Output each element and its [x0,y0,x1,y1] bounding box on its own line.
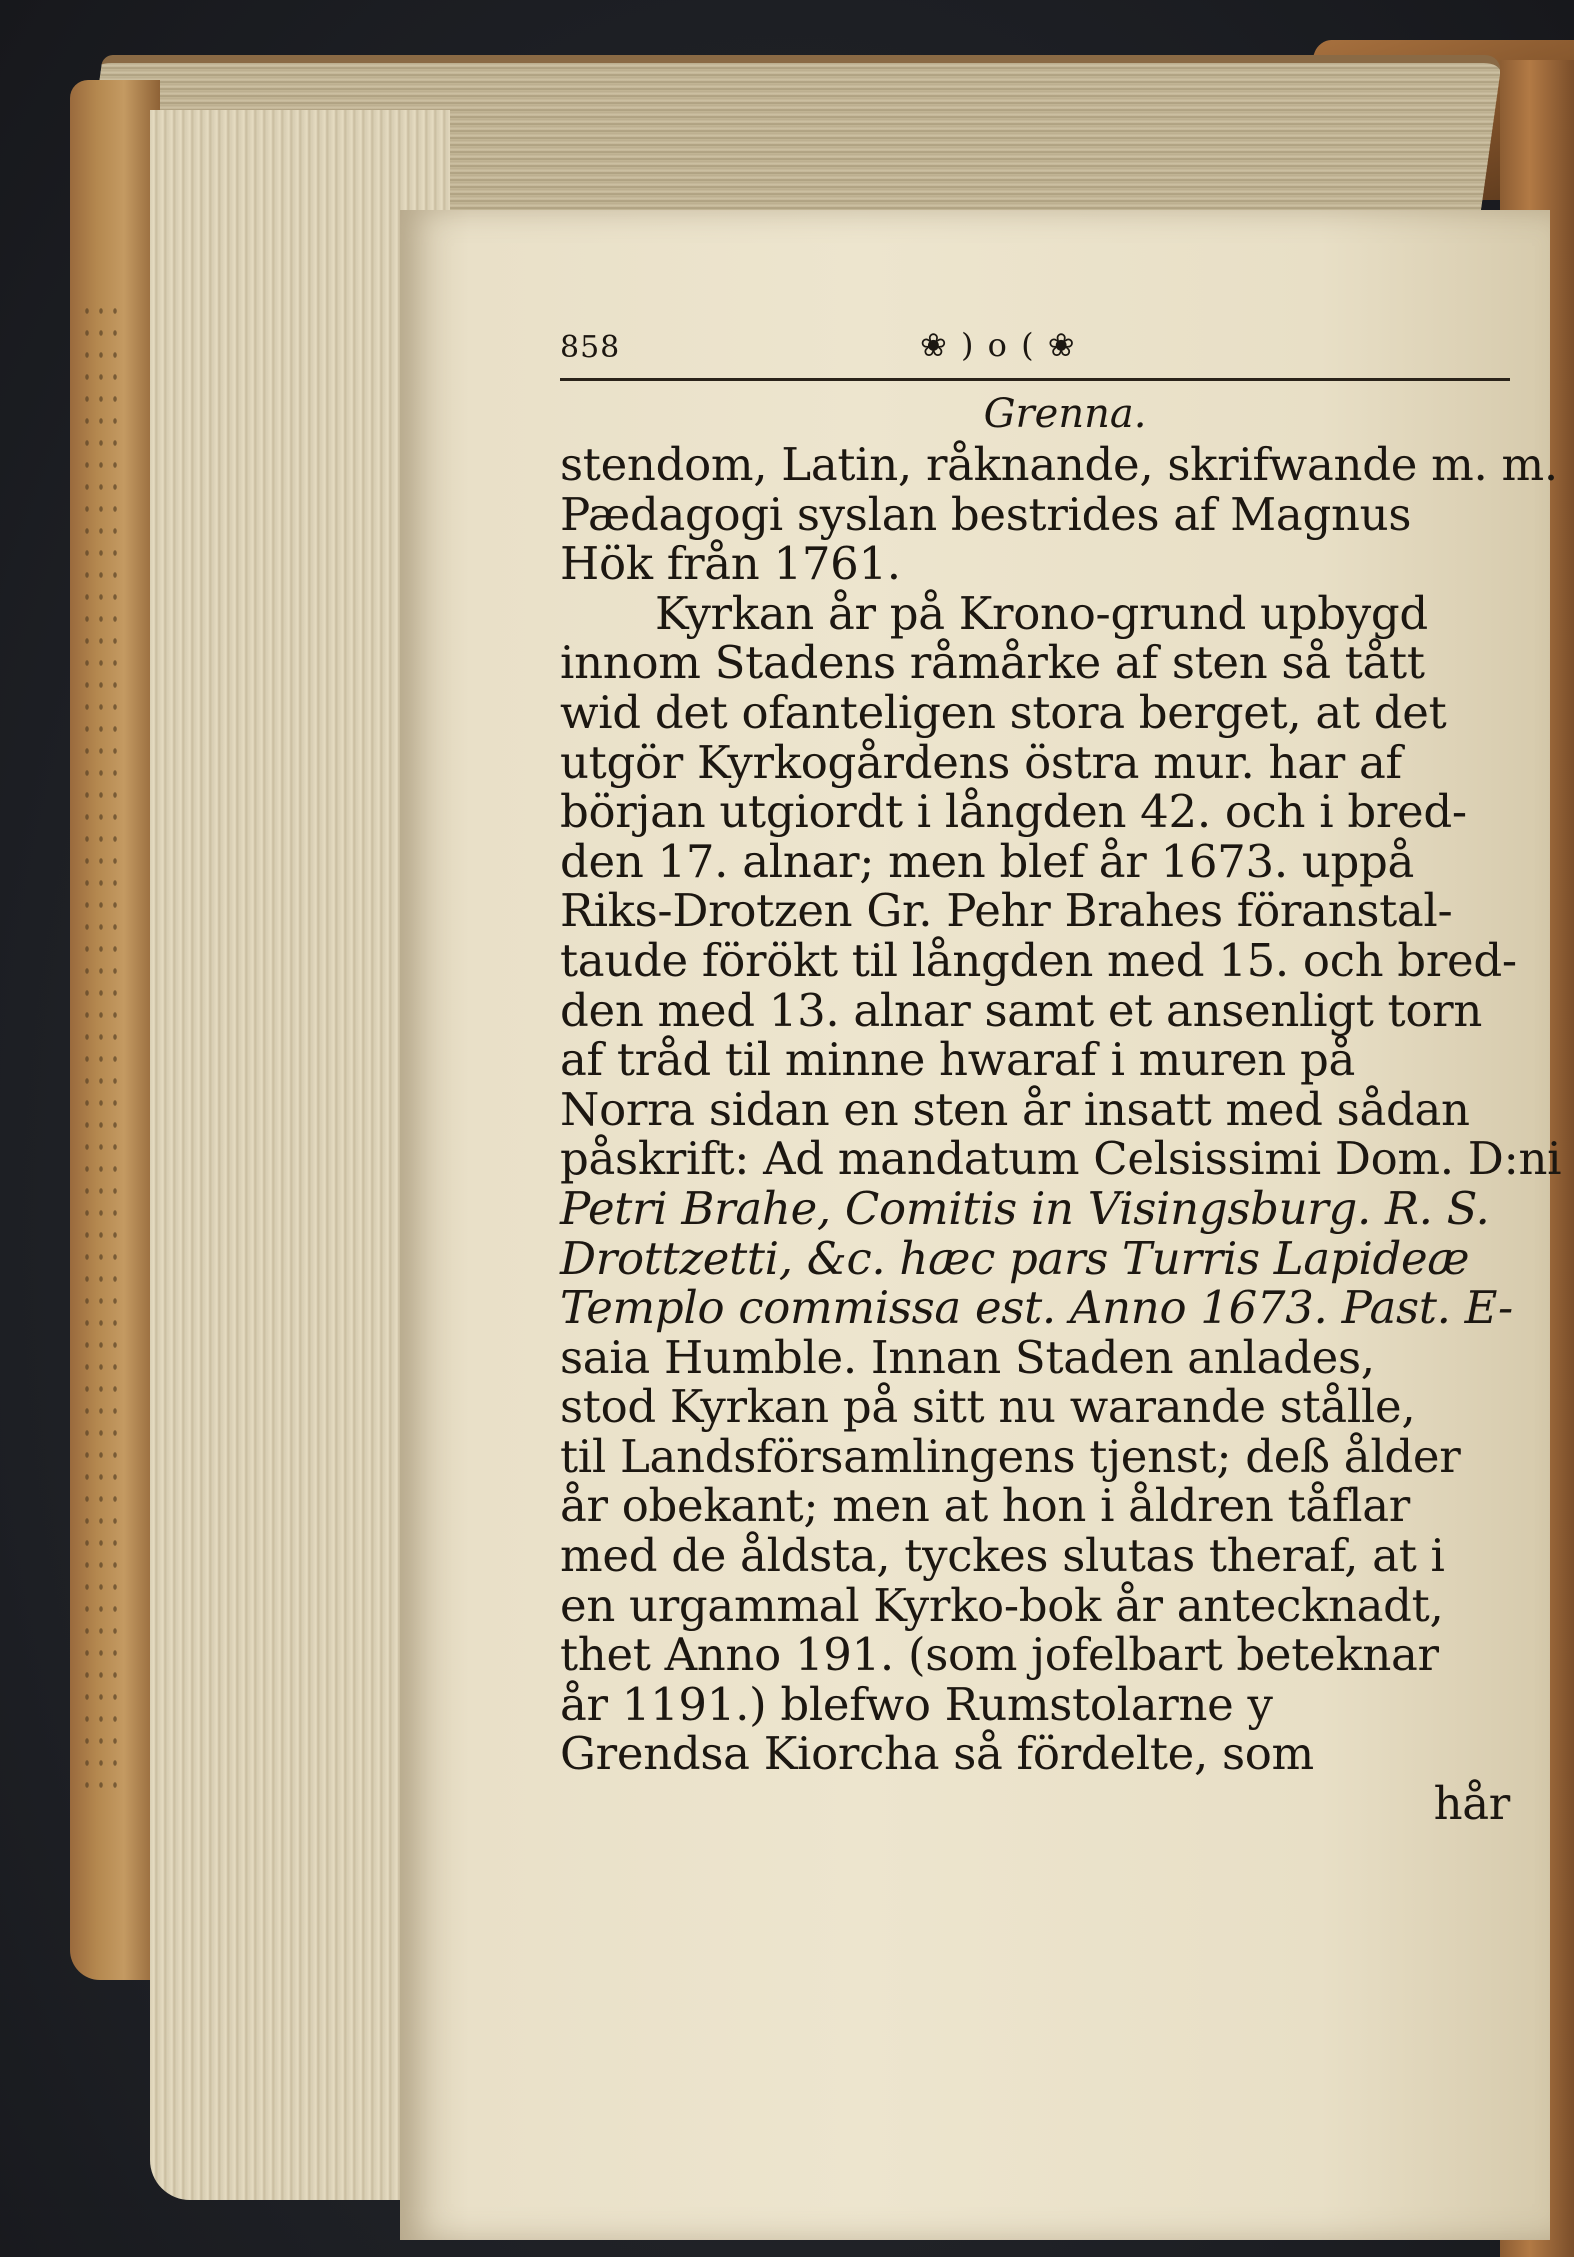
text-line: Petri Brahe, Comitis in Visingsburg. R. S. [560,1181,1490,1235]
text-line: wid det ofanteligen stora berget, at det [560,685,1447,739]
text-line: taude förökt til långden med 15. och bred- [560,933,1517,987]
text-line: den 17. alnar; men blef år 1673. uppå [560,834,1415,888]
page-text-block [560,326,1562,1831]
text-line: påskrift: Ad mandatum Celsissimi Dom. D:ni [560,1132,1562,1186]
page-number: 858 [560,330,621,365]
text-line: med de åldsta, tyckes slutas theraf, at i [560,1529,1445,1583]
text-line: Grendsa Kiorcha så fördelte, som [560,1727,1314,1781]
text-line: en urgammal Kyrko-bok år antecknadt, [560,1578,1444,1632]
book-binding-texture [80,300,120,1800]
catchword: hår [1433,1777,1510,1831]
text-line: utgör Kyrkogårdens östra mur. har af [560,735,1402,789]
header-rule [560,378,1510,381]
text-line: til Landsförsamlingens tjenst; deß ålder [560,1429,1461,1483]
text-line: Templo commissa est. Anno 1673. Past. E- [560,1281,1513,1335]
text-line: Norra sidan en sten år insatt med sådan [560,1082,1470,1136]
running-title: Grenna. [983,391,1147,437]
page-header [560,326,1510,380]
text-line: Drottzetti, &c. hæc pars Turris Lapideæ [560,1231,1470,1285]
text-line: den med 13. alnar samt et ansenligt torn [560,983,1483,1037]
text-line: innom Stadens råmårke af sten så tått [560,636,1425,690]
text-line: stod Kyrkan på sitt nu warande stålle, [560,1380,1416,1434]
text-line: Kyrkan år på Krono-grund upbygd [655,586,1428,640]
text-line: år 1191.) blefwo Rumstolarne y [560,1677,1273,1731]
page [400,210,1562,2240]
text-line: thet Anno 191. (som jofelbart beteknar [560,1628,1439,1682]
text-line: Hök från 1761. [560,537,901,591]
text-line: stendom, Latin, råknande, skrifwande m. m. [560,438,1558,491]
header-ornament: ❀ ) o ( ❀ [920,326,1077,364]
text-line: Pædagogi syslan bestrides af Magnus [560,487,1412,541]
text-line: Riks-Drotzen Gr. Pehr Brahes föranstal- [560,884,1453,938]
text-line: saia Humble. Innan Staden anlades, [560,1330,1375,1384]
text-line: af tråd til minne hwaraf i muren på [560,1033,1355,1087]
text-line: år obekant; men at hon i åldren tåflar [560,1479,1411,1533]
text-line: början utgiordt i långden 42. och i bred- [560,785,1467,839]
